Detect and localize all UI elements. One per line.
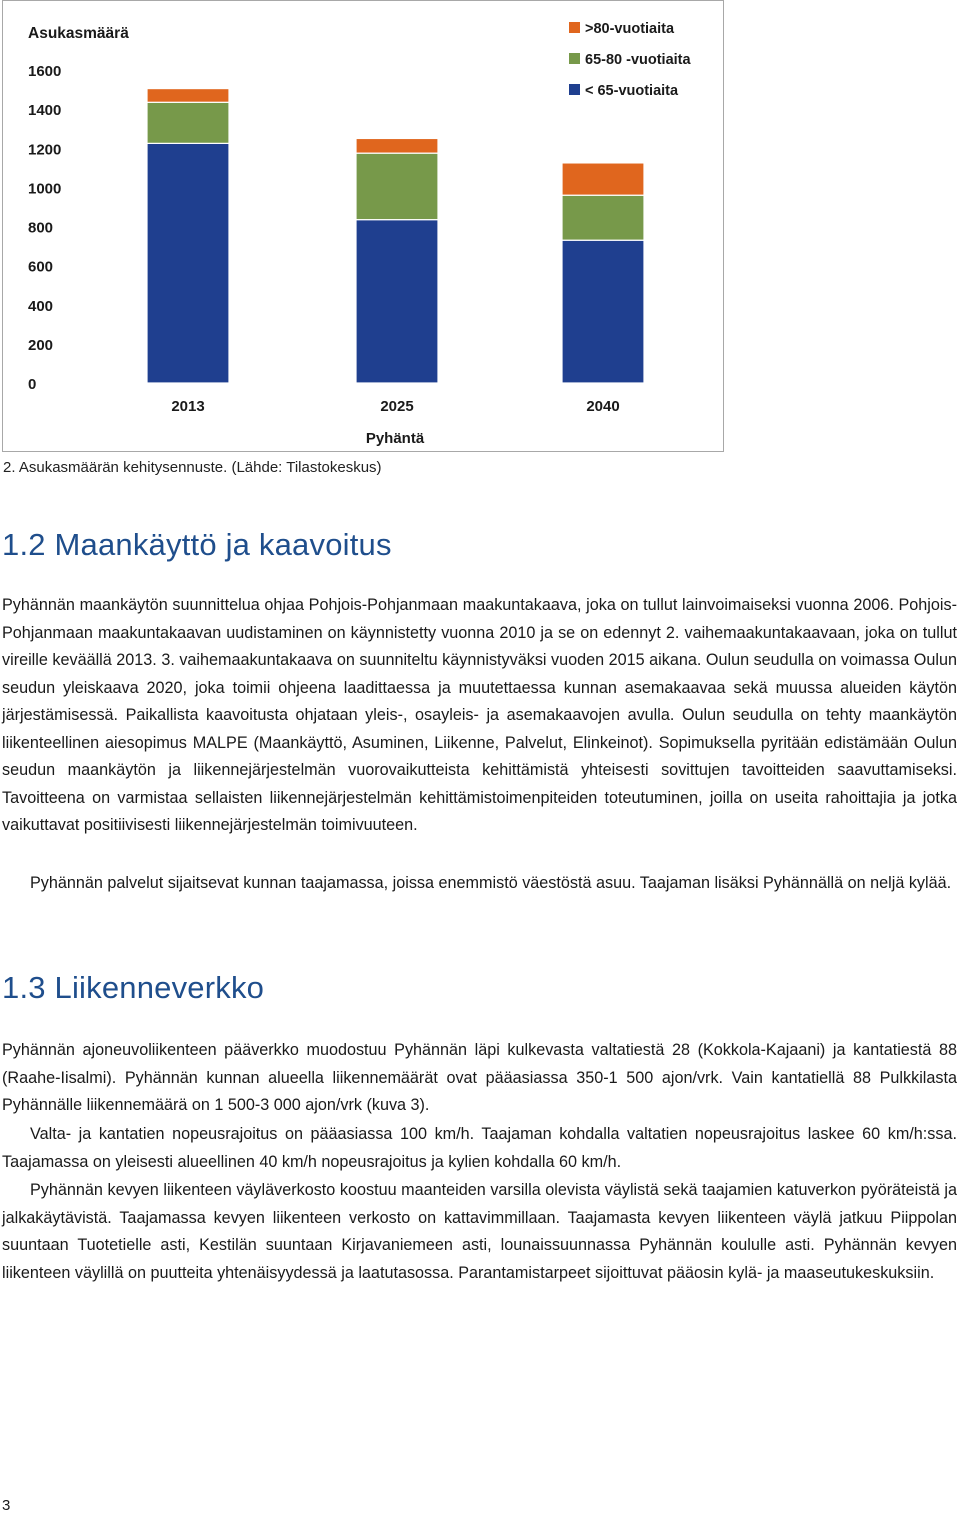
bar-segment [562, 163, 644, 195]
y-tick-label: 600 [28, 258, 54, 276]
y-tick-label: 1200 [28, 141, 62, 159]
legend-swatch [569, 84, 580, 95]
bar-segment [147, 102, 229, 143]
y-tick-label: 1400 [28, 102, 62, 120]
population-chart-svg [2, 0, 724, 452]
x-tick-label: 2025 [380, 398, 414, 415]
figure-caption: 2. Asukasmäärän kehitysennuste. (Lähde: Tilastokeskus) [3, 459, 382, 476]
y-tick-label: 1000 [28, 180, 62, 198]
bar-segment [147, 89, 229, 103]
legend-label: 65-80 -vuotiaita [585, 52, 691, 68]
paragraph-traffic-3: Pyhännän kevyen liikenteen väyläverkosto koostuu maanteiden varsilla olevista väylistä sekä taajamien katuverkon pyöräteistä ja jalkakäytävistä. Taajamassa kevyen liikenteen verkosto on kattavimmillaan. Taajamasta kevyen liikenteen väylä jatkuu Piippolan suuntaan Tuotetielle asti, Kestilän suuntaan Kirjavaniemeen asti, lounaissuunnassa Pyhännän koululle asti. Pyhännän kevyen liikenteen väylillä on puutteita yhtenäisyydessä ja laatutasossa. Parantamistarpeet sijoittuvat pääosin kylä- ja maaseutukeskuksiin. [2, 1181, 957, 1282]
paragraph-traffic-1: Pyhännän ajoneuvoliikenteen pääverkko muodostuu Pyhännän läpi kulkevasta valtatiestä 28 (Kokkola-Kajaani) ja kantatiestä 88 (Raahe-Iisalmi). Pyhännän kunnan alueella liikennemäärät ovat pääasiassa 350-1 500 ajon/vrk. Vain kantatiellä 88 Pulkkilasta Pyhännälle liikennemäärä on 1 500-3 000 ajon/vrk (kuva 3). [2, 1041, 957, 1114]
section-heading-traffic: 1.3 Liikenneverkko [2, 970, 265, 1005]
paragraph-traffic-2: Valta- ja kantatien nopeusrajoitus on pääasiassa 100 km/h. Taajaman kohdalla valtatien nopeusrajoitus laskee 60 km/h:ssa. Taajamassa on yleisesti alueellinen 40 km/h nopeusrajoitus ja kylien kohdalla 60 km/h. [2, 1125, 957, 1171]
paragraph-land-use-2: Pyhännän palvelut sijaitsevat kunnan taajamassa, joissa enemmistö väestöstä asuu. Taajaman lisäksi Pyhännällä on neljä kylää. [30, 874, 952, 892]
y-tick-label: 800 [28, 219, 54, 237]
population-chart [2, 0, 724, 452]
bar-segment [356, 220, 438, 383]
y-tick-label: 200 [28, 336, 54, 354]
chart-title: Asukasmäärä [28, 25, 129, 42]
paragraph-land-use-1: Pyhännän maankäytön suunnittelua ohjaa Pohjois-Pohjanmaan maakuntakaava, joka on tullut lainvoimaiseksi vuonna 2006. Pohjois-Pohjanmaan maakuntakaavan uudistaminen on käynnistetty vuonna 2010 ja se on edennyt 2. vaihemaakuntakaavaan, joka on tullut vireille keväällä 2013. 3. vaihemaakuntakaava on suunniteltu käynnistyväksi vuoden 2015 aikana. Oulun seudulla on voimassa Oulun seudun yleiskaava 2020, joka toimii ohjeena laadittaessa ja muutettaessa kunnan asemakaavaa sekä muussa alueiden käytön järjestämisessä. Paikallista kaavoitusta ohjataan yleis-, osayleis- ja asemakaavojen avulla. Oulun seudulla on tehty maankäytön liikenteellinen aiesopimus MALPE (Maankäyttö, Asuminen, Liikenne, Palvelut, Elinkeinot). Sopimuksella pyritään edistämään Oulun seudun maankäytön ja liikennejärjestelmän vuorovaikutteista kehittämistä yhteisesti sovittujen tavoitteiden saavuttamiseksi. Tavoitteena on varmistaa sellaisten liikennejärjestelmän kehittämistoimenpiteiden toteutuminen, joilla on useita rahoittajia ja jotka vaikuttavat positiivisesti liikennejärjestelmän toimivuuteen. [2, 596, 957, 834]
y-tick-label: 400 [28, 297, 54, 315]
bar-segment [147, 143, 229, 383]
legend-swatch [569, 53, 580, 64]
legend-swatch [569, 22, 580, 33]
bar-segment [562, 240, 644, 383]
bar-segment [356, 153, 438, 220]
section-heading-land-use: 1.2 Maankäyttö ja kaavoitus [2, 527, 392, 562]
y-tick-label: 1600 [28, 63, 62, 80]
y-tick-label: 0 [28, 376, 37, 393]
legend-label: < 65-vuotiaita [585, 83, 679, 99]
page-number: 3 [2, 1497, 11, 1514]
bar-segment [356, 138, 438, 153]
legend-label: >80-vuotiaita [585, 21, 675, 37]
x-tick-label: 2013 [171, 398, 205, 415]
x-axis-label: Pyhäntä [365, 430, 425, 447]
bar-segment [562, 195, 644, 240]
x-tick-label: 2040 [586, 398, 620, 415]
